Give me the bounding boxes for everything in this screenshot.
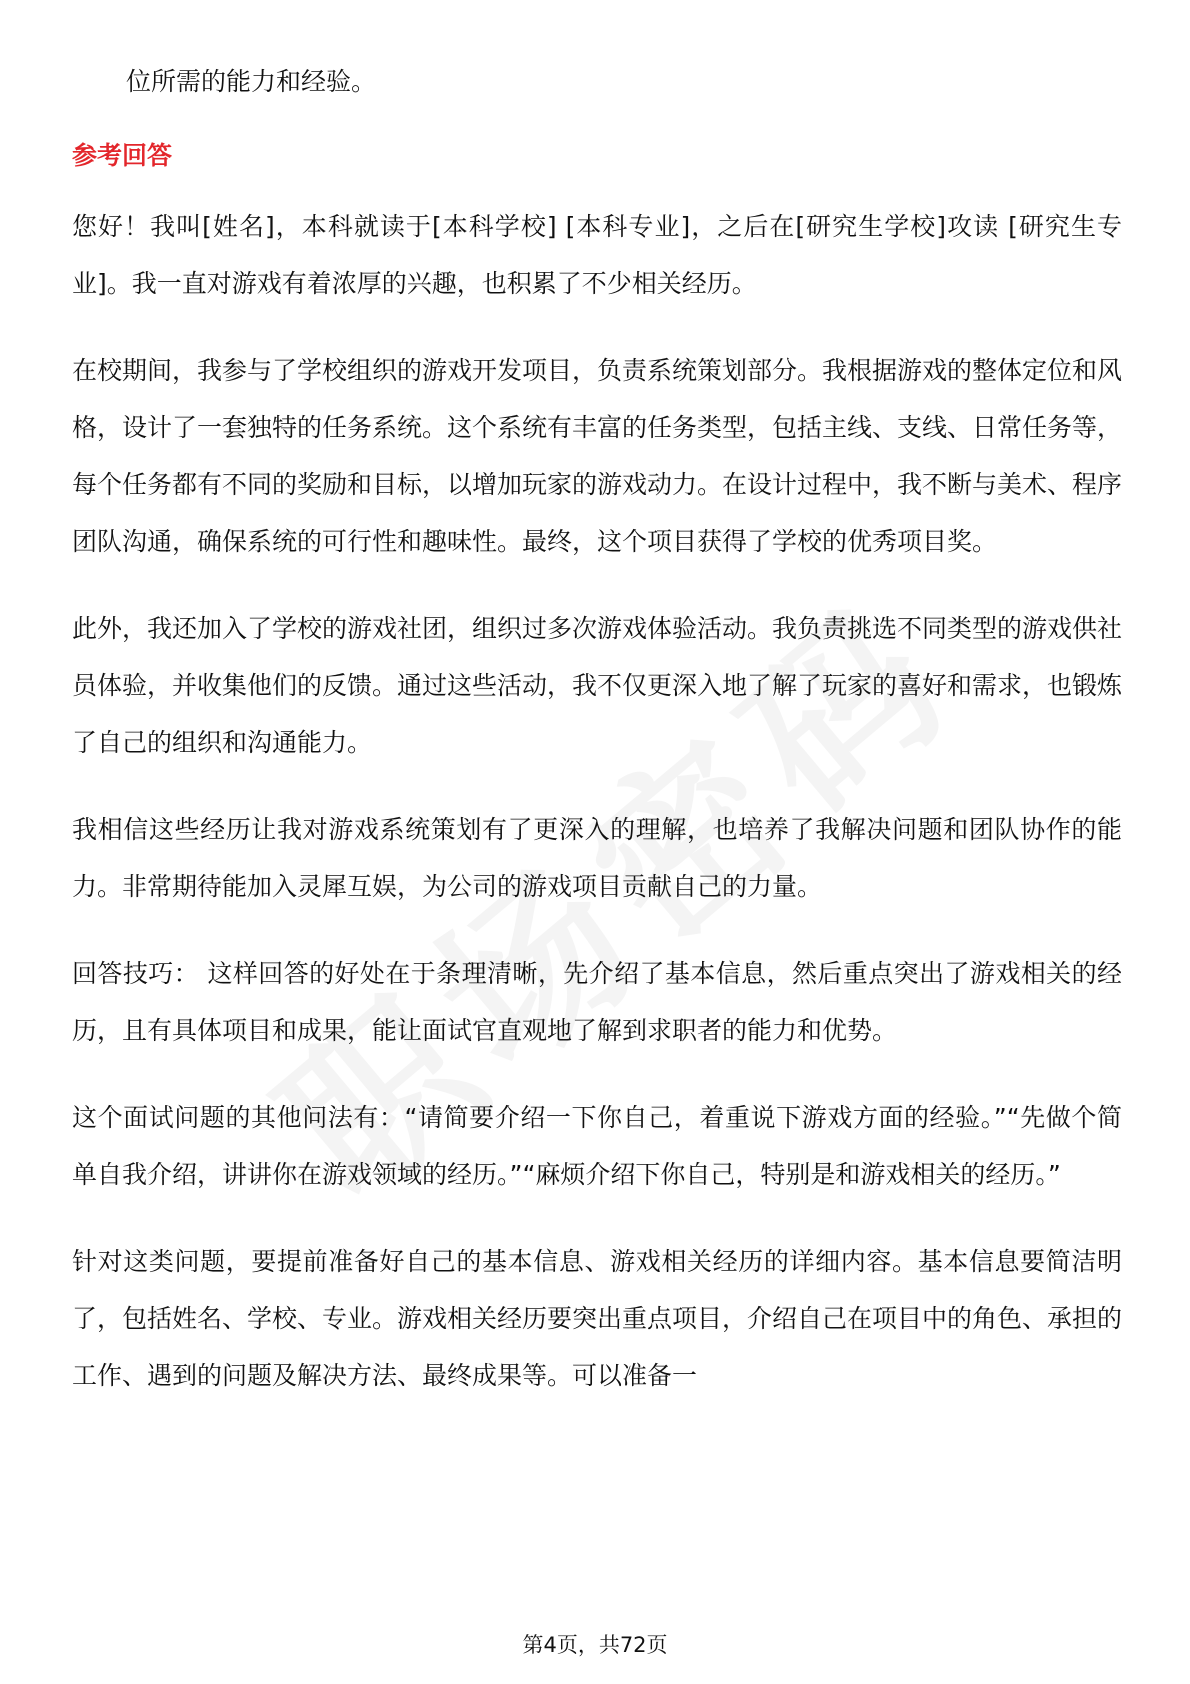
paragraph-answer-tips: 回答技巧： 这样回答的好处在于条理清晰，先介绍了基本信息，然后重点突出了游戏相关的经历，且有具体项目和成果，能让面试官直观地了解到求职者的能力和优势。 bbox=[72, 959, 1122, 1045]
paragraph-closing: 我相信这些经历让我对游戏系统策划有了更深入的理解，也培养了我解决问题和团队协作的能力。非常期待能加入灵犀互娱，为公司的游戏项目贡献自己的力量。 bbox=[72, 815, 1122, 901]
paragraph-intro: 您好！我叫[姓名]，本科就读于[本科学校] [本科专业]，之后在[研究生学校]攻读 [研究生专业]。我一直对游戏有着浓厚的兴趣，也积累了不少相关经历。 bbox=[72, 212, 1122, 298]
paragraph-club: 此外，我还加入了学校的游戏社团，组织过多次游戏体验活动。我负责挑选不同类型的游戏供社员体验，并收集他们的反馈。通过这些活动，我不仅更深入地了解了玩家的喜好和需求，也锻炼了自己的组织和沟通能力。 bbox=[72, 614, 1123, 757]
document-body bbox=[72, 60, 1122, 1404]
paragraph-project: 在校期间，我参与了学校组织的游戏开发项目，负责系统策划部分。我根据游戏的整体定位和风格，设计了一套独特的任务系统。这个系统有丰富的任务类型，包括主线、支线、日常任务等，每个任务都有不同的奖励和目标，以增加玩家的游戏动力。在设计过程中，我不断与美术、程序团队沟通，确保系统的可行性和趣味性。最终，这个项目获得了学校的优秀项目奖。 bbox=[72, 356, 1123, 556]
paragraph-preparation-advice: 针对这类问题，要提前准备好自己的基本信息、游戏相关经历的详细内容。基本信息要简洁明了，包括姓名、学校、专业。游戏相关经历要突出重点项目，介绍自己在项目中的角色、承担的工作、遇到的问题及解决方法、最终成果等。可以准备一 bbox=[72, 1247, 1123, 1390]
section-heading-reference-answer: 参考回答 bbox=[72, 141, 173, 170]
continuation-line: 位所需的能力和经验。 bbox=[126, 67, 377, 96]
page-number: 第4页，共72页 bbox=[522, 1633, 668, 1657]
paragraph-alternative-questions: 这个面试问题的其他问法有：“请简要介绍一下你自己，着重说下游戏方面的经验。”“先做个简单自我介绍，讲讲你在游戏领域的经历。”“麻烦介绍下你自己，特别是和游戏相关的经历。” bbox=[72, 1103, 1122, 1189]
